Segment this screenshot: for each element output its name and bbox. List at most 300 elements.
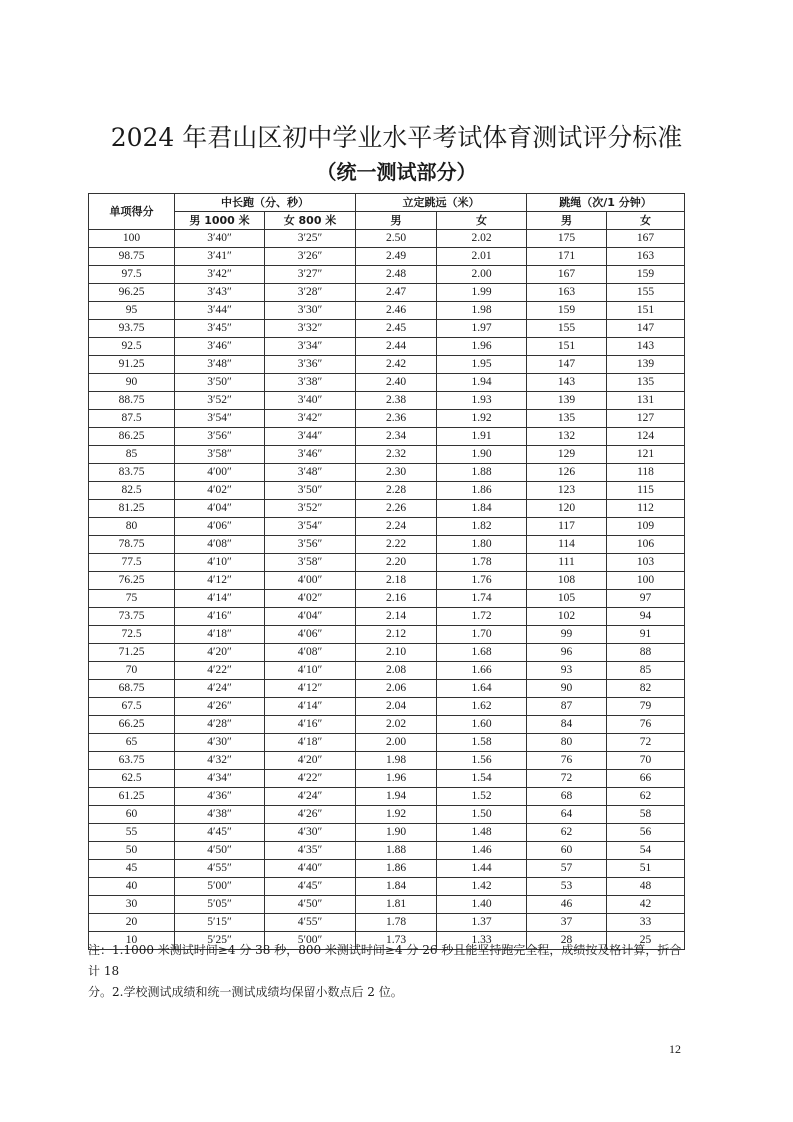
- cell-jump-female: 1.42: [437, 878, 527, 896]
- cell-rope-male: 90: [527, 680, 607, 698]
- cell-rope-female: 155: [607, 284, 685, 302]
- cell-score: 66.25: [89, 716, 175, 734]
- cell-rope-female: 54: [607, 842, 685, 860]
- table-row: [89, 356, 685, 374]
- header-run: 中长跑（分、秒）: [175, 194, 356, 212]
- cell-jump-female: 1.88: [437, 464, 527, 482]
- cell-rope-male: 143: [527, 374, 607, 392]
- table-row: [89, 590, 685, 608]
- cell-rope-female: 42: [607, 896, 685, 914]
- cell-jump-male: 1.81: [356, 896, 437, 914]
- cell-run-male: 4′50″: [175, 842, 265, 860]
- table-row: [89, 914, 685, 932]
- cell-score: 20: [89, 914, 175, 932]
- cell-rope-male: 135: [527, 410, 607, 428]
- cell-rope-male: 87: [527, 698, 607, 716]
- cell-run-male: 4′24″: [175, 680, 265, 698]
- cell-jump-female: 1.95: [437, 356, 527, 374]
- cell-jump-male: 1.84: [356, 878, 437, 896]
- table-row: [89, 410, 685, 428]
- table-row: [89, 752, 685, 770]
- cell-run-male: 3′45″: [175, 320, 265, 338]
- cell-jump-female: 1.92: [437, 410, 527, 428]
- cell-run-female: 3′27″: [265, 266, 356, 284]
- cell-rope-male: 62: [527, 824, 607, 842]
- cell-rope-female: 139: [607, 356, 685, 374]
- cell-jump-male: 1.88: [356, 842, 437, 860]
- cell-run-female: 3′42″: [265, 410, 356, 428]
- cell-run-male: 4′55″: [175, 860, 265, 878]
- cell-run-male: 4′45″: [175, 824, 265, 842]
- cell-run-female: 4′16″: [265, 716, 356, 734]
- cell-rope-male: 68: [527, 788, 607, 806]
- cell-jump-female: 1.76: [437, 572, 527, 590]
- cell-rope-male: 159: [527, 302, 607, 320]
- cell-jump-male: 1.90: [356, 824, 437, 842]
- cell-rope-male: 72: [527, 770, 607, 788]
- cell-rope-male: 102: [527, 608, 607, 626]
- cell-run-male: 3′56″: [175, 428, 265, 446]
- table-row: [89, 266, 685, 284]
- cell-run-female: 3′28″: [265, 284, 356, 302]
- cell-rope-male: 129: [527, 446, 607, 464]
- cell-rope-female: 106: [607, 536, 685, 554]
- cell-rope-female: 143: [607, 338, 685, 356]
- cell-run-male: 4′18″: [175, 626, 265, 644]
- table-row: [89, 806, 685, 824]
- cell-run-female: 4′35″: [265, 842, 356, 860]
- cell-rope-male: 123: [527, 482, 607, 500]
- table-body: [89, 230, 685, 950]
- cell-run-female: 4′20″: [265, 752, 356, 770]
- cell-rope-female: 97: [607, 590, 685, 608]
- cell-run-male: 4′26″: [175, 698, 265, 716]
- cell-score: 95: [89, 302, 175, 320]
- cell-rope-female: 70: [607, 752, 685, 770]
- cell-run-female: 3′46″: [265, 446, 356, 464]
- cell-rope-male: 167: [527, 266, 607, 284]
- cell-rope-female: 131: [607, 392, 685, 410]
- cell-run-male: 4′12″: [175, 572, 265, 590]
- cell-run-male: 3′46″: [175, 338, 265, 356]
- cell-score: 40: [89, 878, 175, 896]
- cell-rope-male: 132: [527, 428, 607, 446]
- cell-jump-female: 1.84: [437, 500, 527, 518]
- cell-jump-female: 1.82: [437, 518, 527, 536]
- cell-run-female: 3′56″: [265, 536, 356, 554]
- cell-rope-male: 111: [527, 554, 607, 572]
- cell-run-male: 4′22″: [175, 662, 265, 680]
- cell-rope-male: 84: [527, 716, 607, 734]
- cell-run-female: 4′26″: [265, 806, 356, 824]
- cell-run-male: 4′38″: [175, 806, 265, 824]
- header-row-top: [89, 194, 685, 212]
- cell-run-male: 3′41″: [175, 248, 265, 266]
- cell-jump-male: 1.86: [356, 860, 437, 878]
- cell-score: 71.25: [89, 644, 175, 662]
- cell-rope-male: 163: [527, 284, 607, 302]
- cell-rope-female: 115: [607, 482, 685, 500]
- cell-run-male: 3′52″: [175, 392, 265, 410]
- cell-score: 78.75: [89, 536, 175, 554]
- footnote-line-1: 注：1.1000 米测试时间≥4 分 38 秒，800 米测试时间≥4 分 26 秒且能坚持跑完全程，成绩按及格计算，折合计 18: [88, 943, 682, 978]
- table-row: [89, 500, 685, 518]
- cell-jump-male: 2.49: [356, 248, 437, 266]
- cell-jump-female: 1.54: [437, 770, 527, 788]
- cell-run-male: 5′25″: [175, 932, 265, 950]
- cell-rope-female: 48: [607, 878, 685, 896]
- cell-rope-male: 139: [527, 392, 607, 410]
- scoring-table: [88, 193, 685, 950]
- cell-jump-female: 1.80: [437, 536, 527, 554]
- cell-run-male: 4′06″: [175, 518, 265, 536]
- cell-jump-female: 1.99: [437, 284, 527, 302]
- cell-jump-male: 2.40: [356, 374, 437, 392]
- cell-run-male: 4′36″: [175, 788, 265, 806]
- table-row: [89, 896, 685, 914]
- cell-score: 50: [89, 842, 175, 860]
- table-row: [89, 698, 685, 716]
- cell-run-female: 3′40″: [265, 392, 356, 410]
- cell-jump-male: 2.24: [356, 518, 437, 536]
- cell-rope-male: 37: [527, 914, 607, 932]
- cell-score: 93.75: [89, 320, 175, 338]
- table-row: [89, 320, 685, 338]
- cell-jump-male: 2.12: [356, 626, 437, 644]
- cell-jump-male: 1.94: [356, 788, 437, 806]
- cell-jump-male: 2.22: [356, 536, 437, 554]
- cell-jump-male: 2.34: [356, 428, 437, 446]
- cell-score: 61.25: [89, 788, 175, 806]
- cell-jump-male: 2.46: [356, 302, 437, 320]
- cell-jump-female: 1.94: [437, 374, 527, 392]
- cell-jump-male: 1.92: [356, 806, 437, 824]
- cell-run-female: 3′50″: [265, 482, 356, 500]
- cell-rope-male: 126: [527, 464, 607, 482]
- cell-jump-male: 2.04: [356, 698, 437, 716]
- cell-rope-female: 127: [607, 410, 685, 428]
- cell-jump-male: 1.78: [356, 914, 437, 932]
- cell-score: 67.5: [89, 698, 175, 716]
- cell-rope-female: 76: [607, 716, 685, 734]
- cell-jump-male: 2.20: [356, 554, 437, 572]
- table-row: [89, 464, 685, 482]
- cell-jump-female: 1.33: [437, 932, 527, 950]
- cell-score: 60: [89, 806, 175, 824]
- cell-rope-male: 108: [527, 572, 607, 590]
- cell-jump-female: 1.52: [437, 788, 527, 806]
- cell-run-male: 4′14″: [175, 590, 265, 608]
- cell-run-male: 4′34″: [175, 770, 265, 788]
- cell-run-female: 4′02″: [265, 590, 356, 608]
- footnote: [88, 940, 688, 1003]
- cell-run-male: 3′42″: [175, 266, 265, 284]
- cell-rope-male: 175: [527, 230, 607, 248]
- cell-run-male: 3′43″: [175, 284, 265, 302]
- cell-rope-male: 53: [527, 878, 607, 896]
- header-rope: 跳绳（次/1 分钟）: [527, 194, 685, 212]
- cell-jump-female: 1.91: [437, 428, 527, 446]
- cell-run-female: 4′24″: [265, 788, 356, 806]
- cell-jump-female: 2.01: [437, 248, 527, 266]
- cell-jump-female: 1.66: [437, 662, 527, 680]
- header-row-sub: [89, 212, 685, 230]
- cell-score: 98.75: [89, 248, 175, 266]
- cell-score: 68.75: [89, 680, 175, 698]
- cell-jump-female: 2.00: [437, 266, 527, 284]
- table-row: [89, 842, 685, 860]
- cell-run-female: 3′30″: [265, 302, 356, 320]
- document-subtitle: （统一测试部分）: [316, 160, 477, 184]
- table-row: [89, 734, 685, 752]
- cell-score: 96.25: [89, 284, 175, 302]
- table-row: [89, 392, 685, 410]
- cell-rope-female: 163: [607, 248, 685, 266]
- cell-run-female: 4′00″: [265, 572, 356, 590]
- cell-jump-female: 1.93: [437, 392, 527, 410]
- table-row: [89, 824, 685, 842]
- cell-jump-male: 2.44: [356, 338, 437, 356]
- cell-rope-male: 80: [527, 734, 607, 752]
- cell-rope-female: 167: [607, 230, 685, 248]
- cell-run-male: 5′05″: [175, 896, 265, 914]
- cell-score: 77.5: [89, 554, 175, 572]
- cell-rope-male: 99: [527, 626, 607, 644]
- cell-jump-female: 1.44: [437, 860, 527, 878]
- cell-run-male: 3′40″: [175, 230, 265, 248]
- cell-jump-male: 1.98: [356, 752, 437, 770]
- table-row: [89, 770, 685, 788]
- cell-run-male: 3′50″: [175, 374, 265, 392]
- cell-rope-male: 46: [527, 896, 607, 914]
- table-row: [89, 284, 685, 302]
- cell-run-male: 4′08″: [175, 536, 265, 554]
- header-score: 单项得分: [89, 194, 175, 230]
- cell-run-female: 3′36″: [265, 356, 356, 374]
- cell-rope-male: 28: [527, 932, 607, 950]
- cell-rope-male: 151: [527, 338, 607, 356]
- table-row: [89, 572, 685, 590]
- cell-run-male: 4′10″: [175, 554, 265, 572]
- cell-score: 81.25: [89, 500, 175, 518]
- table-row: [89, 644, 685, 662]
- cell-run-female: 3′32″: [265, 320, 356, 338]
- cell-run-female: 4′45″: [265, 878, 356, 896]
- cell-score: 100: [89, 230, 175, 248]
- cell-rope-female: 112: [607, 500, 685, 518]
- table-row: [89, 554, 685, 572]
- cell-rope-female: 62: [607, 788, 685, 806]
- cell-jump-male: 2.32: [356, 446, 437, 464]
- cell-run-male: 4′28″: [175, 716, 265, 734]
- cell-jump-female: 1.86: [437, 482, 527, 500]
- cell-jump-female: 2.02: [437, 230, 527, 248]
- cell-run-male: 5′15″: [175, 914, 265, 932]
- cell-jump-female: 1.74: [437, 590, 527, 608]
- cell-rope-female: 88: [607, 644, 685, 662]
- cell-run-female: 3′54″: [265, 518, 356, 536]
- cell-score: 80: [89, 518, 175, 536]
- cell-jump-female: 1.48: [437, 824, 527, 842]
- cell-jump-female: 1.50: [437, 806, 527, 824]
- table-row: [89, 680, 685, 698]
- table-row: [89, 230, 685, 248]
- cell-jump-female: 1.37: [437, 914, 527, 932]
- cell-rope-female: 151: [607, 302, 685, 320]
- cell-jump-male: 2.38: [356, 392, 437, 410]
- cell-run-male: 3′44″: [175, 302, 265, 320]
- header-rope-female: 女: [607, 212, 685, 230]
- cell-jump-female: 1.64: [437, 680, 527, 698]
- cell-jump-male: 2.00: [356, 734, 437, 752]
- cell-rope-male: 147: [527, 356, 607, 374]
- cell-jump-male: 1.73: [356, 932, 437, 950]
- cell-run-female: 3′48″: [265, 464, 356, 482]
- cell-jump-male: 2.45: [356, 320, 437, 338]
- cell-jump-male: 2.16: [356, 590, 437, 608]
- cell-rope-female: 109: [607, 518, 685, 536]
- cell-run-male: 4′02″: [175, 482, 265, 500]
- cell-rope-female: 79: [607, 698, 685, 716]
- cell-rope-male: 117: [527, 518, 607, 536]
- cell-score: 65: [89, 734, 175, 752]
- cell-jump-male: 2.18: [356, 572, 437, 590]
- cell-run-male: 4′32″: [175, 752, 265, 770]
- cell-score: 85: [89, 446, 175, 464]
- cell-rope-male: 155: [527, 320, 607, 338]
- cell-run-female: 3′58″: [265, 554, 356, 572]
- table-row: [89, 878, 685, 896]
- cell-rope-female: 72: [607, 734, 685, 752]
- cell-rope-female: 91: [607, 626, 685, 644]
- cell-score: 92.5: [89, 338, 175, 356]
- cell-rope-female: 33: [607, 914, 685, 932]
- table-row: [89, 662, 685, 680]
- cell-jump-female: 1.90: [437, 446, 527, 464]
- cell-jump-female: 1.58: [437, 734, 527, 752]
- cell-score: 76.25: [89, 572, 175, 590]
- cell-run-male: 4′04″: [175, 500, 265, 518]
- cell-run-male: 4′30″: [175, 734, 265, 752]
- cell-jump-male: 2.50: [356, 230, 437, 248]
- header-rope-male: 男: [527, 212, 607, 230]
- cell-rope-female: 66: [607, 770, 685, 788]
- cell-jump-female: 1.40: [437, 896, 527, 914]
- cell-run-male: 4′16″: [175, 608, 265, 626]
- cell-score: 73.75: [89, 608, 175, 626]
- header-run-female: 女 800 米: [265, 212, 356, 230]
- cell-jump-male: 2.36: [356, 410, 437, 428]
- cell-run-female: 4′08″: [265, 644, 356, 662]
- cell-rope-male: 93: [527, 662, 607, 680]
- cell-rope-female: 159: [607, 266, 685, 284]
- cell-run-female: 3′52″: [265, 500, 356, 518]
- cell-score: 55: [89, 824, 175, 842]
- cell-run-female: 3′38″: [265, 374, 356, 392]
- cell-score: 10: [89, 932, 175, 950]
- cell-score: 63.75: [89, 752, 175, 770]
- cell-jump-female: 1.62: [437, 698, 527, 716]
- cell-jump-male: 2.08: [356, 662, 437, 680]
- cell-run-male: 3′54″: [175, 410, 265, 428]
- cell-score: 83.75: [89, 464, 175, 482]
- cell-score: 87.5: [89, 410, 175, 428]
- cell-rope-male: 114: [527, 536, 607, 554]
- cell-rope-male: 64: [527, 806, 607, 824]
- table-row: [89, 608, 685, 626]
- cell-run-female: 3′25″: [265, 230, 356, 248]
- cell-rope-female: 82: [607, 680, 685, 698]
- cell-jump-male: 2.47: [356, 284, 437, 302]
- cell-jump-female: 1.96: [437, 338, 527, 356]
- cell-rope-male: 60: [527, 842, 607, 860]
- cell-score: 45: [89, 860, 175, 878]
- cell-rope-female: 58: [607, 806, 685, 824]
- table-row: [89, 518, 685, 536]
- cell-score: 88.75: [89, 392, 175, 410]
- page-number: 12: [669, 1042, 681, 1056]
- cell-run-female: 5′00″: [265, 932, 356, 950]
- table-row: [89, 860, 685, 878]
- table-row: [89, 248, 685, 266]
- cell-run-female: 4′40″: [265, 860, 356, 878]
- cell-jump-female: 1.68: [437, 644, 527, 662]
- cell-jump-female: 1.98: [437, 302, 527, 320]
- cell-rope-female: 100: [607, 572, 685, 590]
- cell-run-female: 4′14″: [265, 698, 356, 716]
- cell-rope-female: 135: [607, 374, 685, 392]
- header-run-male: 男 1000 米: [175, 212, 265, 230]
- footnote-line-2: 分。2.学校测试成绩和统一测试成绩均保留小数点后 2 位。: [88, 985, 403, 999]
- cell-rope-female: 124: [607, 428, 685, 446]
- cell-run-female: 4′06″: [265, 626, 356, 644]
- cell-rope-male: 105: [527, 590, 607, 608]
- cell-jump-female: 1.46: [437, 842, 527, 860]
- cell-rope-female: 147: [607, 320, 685, 338]
- table-row: [89, 374, 685, 392]
- cell-run-male: 4′00″: [175, 464, 265, 482]
- table-row: [89, 302, 685, 320]
- cell-rope-male: 76: [527, 752, 607, 770]
- cell-run-male: 3′48″: [175, 356, 265, 374]
- cell-run-female: 4′04″: [265, 608, 356, 626]
- cell-rope-male: 57: [527, 860, 607, 878]
- cell-run-female: 4′55″: [265, 914, 356, 932]
- cell-run-male: 4′20″: [175, 644, 265, 662]
- table-row: [89, 716, 685, 734]
- cell-run-female: 3′34″: [265, 338, 356, 356]
- header-jump-male: 男: [356, 212, 437, 230]
- cell-rope-female: 56: [607, 824, 685, 842]
- cell-score: 90: [89, 374, 175, 392]
- cell-jump-male: 2.26: [356, 500, 437, 518]
- cell-rope-male: 96: [527, 644, 607, 662]
- cell-score: 70: [89, 662, 175, 680]
- cell-jump-female: 1.70: [437, 626, 527, 644]
- cell-score: 72.5: [89, 626, 175, 644]
- cell-run-female: 4′30″: [265, 824, 356, 842]
- cell-rope-male: 171: [527, 248, 607, 266]
- cell-rope-female: 121: [607, 446, 685, 464]
- cell-run-male: 3′58″: [175, 446, 265, 464]
- cell-rope-female: 25: [607, 932, 685, 950]
- cell-score: 30: [89, 896, 175, 914]
- cell-rope-female: 118: [607, 464, 685, 482]
- cell-jump-male: 2.14: [356, 608, 437, 626]
- table-row: [89, 788, 685, 806]
- table-row: [89, 626, 685, 644]
- cell-jump-male: 2.48: [356, 266, 437, 284]
